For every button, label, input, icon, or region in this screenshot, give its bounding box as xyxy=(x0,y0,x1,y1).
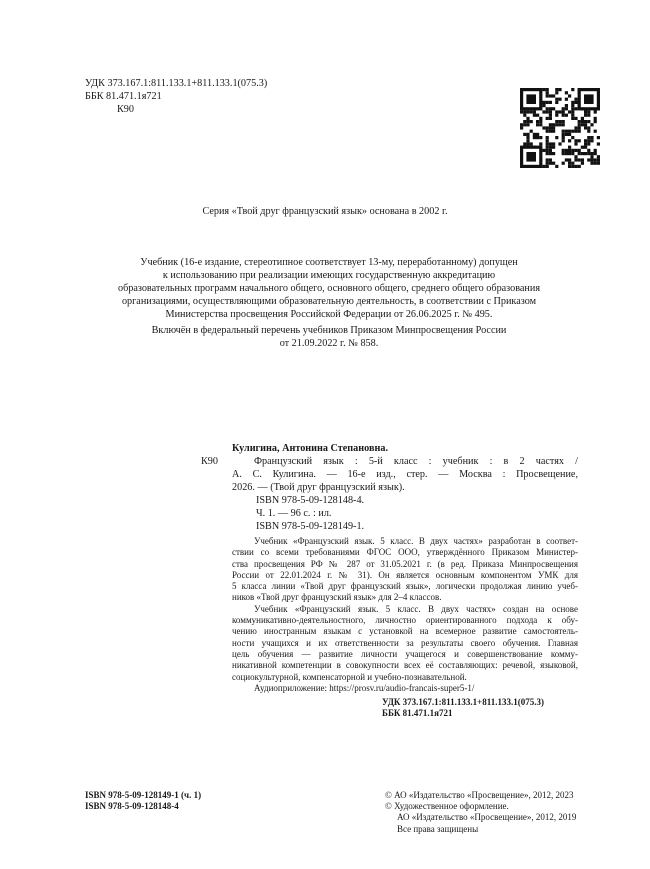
copyright-line: АО «Издательство «Просвещение», 2012, 2019 xyxy=(397,812,577,823)
approval-text xyxy=(85,256,573,350)
audio-link: Аудиоприложение: https://prosv.ru/audio-francais-super5-1/ xyxy=(254,682,475,693)
annotation-2 xyxy=(232,604,578,683)
copyright-block xyxy=(385,790,576,835)
biblio-udk: УДК 373.167.1:811.133.1+811.133.1(075.3) xyxy=(382,697,545,708)
biblio-bbk: ББК 81.471.1я721 xyxy=(382,708,453,719)
annotation-line: 5 класса линии «Твой друг французский язык», логически продолжая линию учеб- xyxy=(232,581,578,592)
author: Кулигина, Антонина Степановна. xyxy=(232,443,388,454)
annotation-line: ности учащихся и их ответственности за результаты своего обучения. Главная xyxy=(232,637,578,648)
approval-line: Учебник (16-е издание, стереотипное соответствует 13-му, переработанному) допущен xyxy=(140,257,518,268)
approval-line: к использованию при реализации имеющих государственную аккредитацию xyxy=(162,270,496,281)
annotation-line: России от 22.01.2024 г. № 31). Он является основным компонентом УМК для xyxy=(232,569,578,580)
approval-line: организациями, осуществляющими образовательную деятельность, в соответствии с Приказом xyxy=(121,296,537,307)
isbn-set: ISBN 978-5-09-128148-4. xyxy=(256,495,365,506)
biblio-line: А. С. Кулигина. — 16-е изд., стер. — Москва : Просвещение, xyxy=(232,469,578,480)
footer xyxy=(85,790,578,835)
isbn-part-footer: ISBN 978-5-09-128149-1 (ч. 1) xyxy=(85,789,202,800)
copyright-line: Все права защищены xyxy=(397,823,479,834)
annotation-line: ствии со всеми требованиями ФГОС ООО, утверждённого Приказом Министер- xyxy=(232,547,578,558)
qr-code-icon xyxy=(520,88,600,168)
annotation-line: чению иностранным языкам с установкой на всемерное развитие самостоятель- xyxy=(232,626,578,637)
biblio-line: 2026. — (Твой друг французский язык). xyxy=(232,482,405,493)
federal-list-line: Включён в федеральный перечень учебников Приказом Минпросвещения России xyxy=(151,325,507,336)
copyright-line: © Художественное оформление. xyxy=(385,801,509,812)
part-info: Ч. 1. — 96 с. : ил. xyxy=(256,508,332,519)
annotation-line: цель обучения — развитие личности учащегося и совершенствование комму- xyxy=(232,648,578,659)
annotation-line: ства просвещения РФ № 287 от 31.05.2021 г. (в ред. Приказа Минпросвещения xyxy=(232,558,578,569)
bibliographic-record xyxy=(201,442,578,720)
approval-line: Министерства просвещения Российской Федерации от 26.06.2025 г. № 495. xyxy=(165,309,493,320)
annotation-1 xyxy=(232,536,578,604)
biblio-code: К90 xyxy=(201,456,218,467)
annotation-line: социокультурной, компенсаторной и учебно-познавательной. xyxy=(232,671,467,682)
isbn-set-footer: ISBN 978-5-09-128148-4 xyxy=(85,801,179,812)
annotation-line: Учебник «Французский язык. 5 класс. В двух частях» создан на основе xyxy=(254,603,578,614)
lower-content xyxy=(85,442,578,835)
biblio-line: Французский язык : 5-й класс : учебник : в 2 частях / xyxy=(254,456,578,467)
annotation-line: коммуникативно-деятельностного, личностно ориентированного подхода к обу- xyxy=(232,615,578,626)
footer-isbn xyxy=(85,790,385,835)
approval-line: образовательных программ начального общего, основного общего, среднего общего образования xyxy=(117,283,541,294)
header-code: К90 xyxy=(117,104,134,115)
series-note: Серия «Твой друг французский язык» основана в 2002 г. xyxy=(202,206,448,217)
header-udk: УДК 373.167.1:811.133.1+811.133.1(075.3) xyxy=(85,78,268,89)
annotation-line: ников «Твой друг французский язык» для 2–4 классов. xyxy=(232,592,442,603)
copyright-line: © АО «Издательство «Просвещение», 2012, 2023 xyxy=(385,789,574,800)
isbn-part: ISBN 978-5-09-128149-1. xyxy=(256,521,365,532)
annotation-line: никативной компетенции в совокупности всех её составляющих: речевой, языковой, xyxy=(232,660,578,671)
header-bbk: ББК 81.471.1я721 xyxy=(85,91,162,102)
federal-list-line: от 21.09.2022 г. № 858. xyxy=(279,338,379,349)
annotation-line: Учебник «Французский язык. 5 класс. В двух частях» разработан в соответ- xyxy=(254,536,578,546)
